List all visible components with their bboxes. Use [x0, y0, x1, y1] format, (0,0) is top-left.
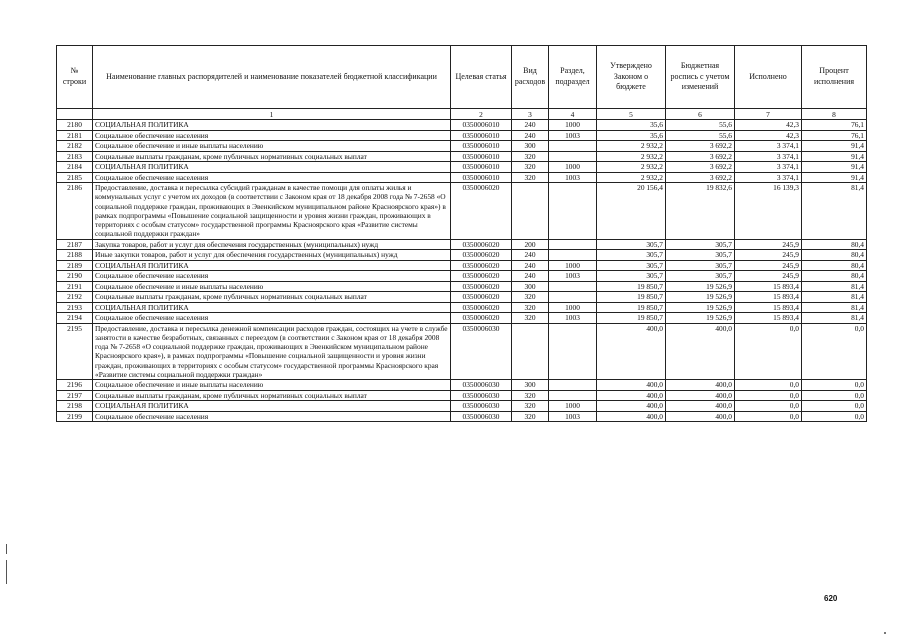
cell-section: [549, 183, 597, 240]
cell-budget-schedule: 55,6: [666, 120, 735, 131]
cell-executed: 0,0: [735, 401, 802, 412]
cell-budget-schedule: 3 692,2: [666, 162, 735, 173]
cell-row-number: 2198: [57, 401, 93, 412]
cell-expense-type: 300: [512, 281, 549, 292]
cell-percent: 81,4: [802, 313, 867, 324]
header-target-article: Целевая статья: [451, 46, 512, 109]
table-row: [57, 281, 867, 292]
cell-row-number: 2183: [57, 151, 93, 162]
cell-section: [549, 390, 597, 401]
cell-expense-type: 320: [512, 390, 549, 401]
cell-executed: 15 893,4: [735, 292, 802, 303]
cell-expense-type: 320: [512, 172, 549, 183]
budget-table-wrapper: [56, 45, 866, 422]
table-row: [57, 120, 867, 131]
cell-executed: 245,9: [735, 250, 802, 261]
cell-budget-schedule: 19 526,9: [666, 281, 735, 292]
page-number: 620: [824, 594, 838, 603]
cell-row-number: 2184: [57, 162, 93, 173]
cell-percent: 80,4: [802, 250, 867, 261]
cell-executed: 15 893,4: [735, 313, 802, 324]
cell-name: Социальные выплаты гражданам, кроме публичных нормативных социальных выплат: [93, 151, 451, 162]
cell-section: [549, 250, 597, 261]
cell-budget-schedule: 3 692,2: [666, 151, 735, 162]
cell-row-number: 2186: [57, 183, 93, 240]
cell-target-article: 0350006020: [451, 313, 512, 324]
header-budget-schedule: Бюджетная роспись с учетом изменений: [666, 46, 735, 109]
cell-budget-schedule: 400,0: [666, 380, 735, 391]
cell-executed: 3 374,1: [735, 172, 802, 183]
cell-expense-type: 240: [512, 130, 549, 141]
cell-executed: 0,0: [735, 323, 802, 380]
table-row: [57, 130, 867, 141]
cell-budget-schedule: 400,0: [666, 411, 735, 422]
cell-target-article: 0350006010: [451, 162, 512, 173]
cell-section: 1000: [549, 162, 597, 173]
table-row: [57, 313, 867, 324]
header-approved: Утверждено Законом о бюджете: [597, 46, 666, 109]
cell-name: Закупка товаров, работ и услуг для обеспечения государственных (муниципальных) нужд: [93, 239, 451, 250]
cell-budget-schedule: 400,0: [666, 390, 735, 401]
cell-row-number: 2181: [57, 130, 93, 141]
cell-name: Социальные выплаты гражданам, кроме публичных нормативных социальных выплат: [93, 390, 451, 401]
cell-name: СОЦИАЛЬНАЯ ПОЛИТИКА: [93, 260, 451, 271]
cell-section: 1000: [549, 260, 597, 271]
cell-expense-type: 320: [512, 313, 549, 324]
column-number-blank: [57, 109, 93, 120]
cell-expense-type: 240: [512, 120, 549, 131]
cell-expense-type: 320: [512, 411, 549, 422]
column-number: 5: [597, 109, 666, 120]
cell-section: [549, 141, 597, 152]
cell-approved: 19 850,7: [597, 292, 666, 303]
cell-target-article: 0350006030: [451, 390, 512, 401]
cell-approved: 400,0: [597, 390, 666, 401]
cell-section: 1003: [549, 411, 597, 422]
cell-name: Социальное обеспечение и иные выплаты населению: [93, 141, 451, 152]
cell-executed: 42,3: [735, 130, 802, 141]
cell-target-article: 0350006030: [451, 401, 512, 412]
cell-percent: 91,4: [802, 151, 867, 162]
cell-name: Социальное обеспечение и иные выплаты населению: [93, 281, 451, 292]
cell-row-number: 2199: [57, 411, 93, 422]
column-number: 6: [666, 109, 735, 120]
cell-percent: 0,0: [802, 380, 867, 391]
cell-expense-type: 320: [512, 292, 549, 303]
scan-edge-mark: [6, 560, 7, 584]
header-expense-type: Вид расходов: [512, 46, 549, 109]
cell-name: СОЦИАЛЬНАЯ ПОЛИТИКА: [93, 302, 451, 313]
table-row: [57, 250, 867, 261]
table-row: [57, 323, 867, 380]
cell-target-article: 0350006020: [451, 260, 512, 271]
cell-name: Социальное обеспечение и иные выплаты населению: [93, 380, 451, 391]
cell-section: [549, 239, 597, 250]
cell-approved: 400,0: [597, 411, 666, 422]
cell-percent: 0,0: [802, 323, 867, 380]
cell-percent: 91,4: [802, 162, 867, 173]
cell-section: 1003: [549, 313, 597, 324]
cell-budget-schedule: 400,0: [666, 323, 735, 380]
cell-percent: 80,4: [802, 271, 867, 282]
cell-row-number: 2188: [57, 250, 93, 261]
cell-section: [549, 292, 597, 303]
cell-target-article: 0350006020: [451, 239, 512, 250]
cell-approved: 35,6: [597, 120, 666, 131]
cell-approved: 2 932,2: [597, 172, 666, 183]
cell-target-article: 0350006020: [451, 183, 512, 240]
cell-target-article: 0350006010: [451, 130, 512, 141]
cell-name: Социальное обеспечение населения: [93, 130, 451, 141]
cell-percent: 76,1: [802, 130, 867, 141]
cell-executed: 0,0: [735, 380, 802, 391]
cell-row-number: 2195: [57, 323, 93, 380]
cell-row-number: 2191: [57, 281, 93, 292]
cell-budget-schedule: 3 692,2: [666, 141, 735, 152]
cell-name: Социальное обеспечение населения: [93, 411, 451, 422]
cell-target-article: 0350006020: [451, 281, 512, 292]
cell-expense-type: 240: [512, 250, 549, 261]
header-row: [57, 46, 867, 109]
header-percent: Процент исполнения: [802, 46, 867, 109]
cell-approved: 400,0: [597, 401, 666, 412]
cell-name: Предоставление, доставка и пересылка денежной компенсации расходов граждан, состоящих на учете в службе занятости в качестве безработных, связанных с переездом (в соответствии с Законом края от 18 декабря 2008 года № 7-2658 «О социальной поддержке граждан, проживающих в Эвенкийском муниципальном районе Красноярского края»), в рамках подпрограммы «Повышение социальной защищенности и уровня жизни граждан, проживающих в территориях с особым статусом» государственной программы Красноярского края «Развитие системы социальной поддержки граждан»: [93, 323, 451, 380]
cell-executed: 3 374,1: [735, 151, 802, 162]
cell-budget-schedule: 3 692,2: [666, 172, 735, 183]
cell-row-number: 2182: [57, 141, 93, 152]
cell-percent: 76,1: [802, 120, 867, 131]
cell-row-number: 2185: [57, 172, 93, 183]
column-number-row: [57, 109, 867, 120]
column-number: 3: [512, 109, 549, 120]
header-executed: Исполнено: [735, 46, 802, 109]
cell-expense-type: 320: [512, 151, 549, 162]
cell-target-article: 0350006020: [451, 250, 512, 261]
cell-row-number: 2190: [57, 271, 93, 282]
cell-budget-schedule: 19 526,9: [666, 313, 735, 324]
budget-execution-table: [56, 45, 867, 422]
cell-approved: 400,0: [597, 380, 666, 391]
scan-speck: [884, 632, 886, 634]
cell-target-article: 0350006010: [451, 172, 512, 183]
cell-section: [549, 323, 597, 380]
cell-approved: 305,7: [597, 250, 666, 261]
table-row: [57, 271, 867, 282]
table-row: [57, 141, 867, 152]
cell-percent: 91,4: [802, 141, 867, 152]
cell-budget-schedule: 305,7: [666, 271, 735, 282]
cell-row-number: 2196: [57, 380, 93, 391]
cell-section: [549, 281, 597, 292]
column-number: 4: [549, 109, 597, 120]
cell-expense-type: 300: [512, 380, 549, 391]
header-row-number: № строки: [57, 46, 93, 109]
cell-approved: 305,7: [597, 239, 666, 250]
cell-row-number: 2197: [57, 390, 93, 401]
cell-expense-type: [512, 323, 549, 380]
cell-name: Социальное обеспечение населения: [93, 271, 451, 282]
cell-executed: 0,0: [735, 411, 802, 422]
cell-name: Социальное обеспечение населения: [93, 313, 451, 324]
cell-expense-type: [512, 183, 549, 240]
cell-name: Социальное обеспечение населения: [93, 172, 451, 183]
cell-budget-schedule: 55,6: [666, 130, 735, 141]
cell-approved: 35,6: [597, 130, 666, 141]
column-number: 8: [802, 109, 867, 120]
cell-expense-type: 320: [512, 401, 549, 412]
cell-approved: 2 932,2: [597, 141, 666, 152]
cell-section: [549, 151, 597, 162]
cell-expense-type: 320: [512, 162, 549, 173]
cell-target-article: 0350006030: [451, 411, 512, 422]
cell-row-number: 2189: [57, 260, 93, 271]
cell-name: СОЦИАЛЬНАЯ ПОЛИТИКА: [93, 120, 451, 131]
cell-percent: 91,4: [802, 172, 867, 183]
cell-section: 1003: [549, 130, 597, 141]
cell-executed: 15 893,4: [735, 302, 802, 313]
cell-row-number: 2192: [57, 292, 93, 303]
cell-section: 1000: [549, 302, 597, 313]
cell-target-article: 0350006020: [451, 271, 512, 282]
cell-percent: 0,0: [802, 390, 867, 401]
cell-expense-type: 240: [512, 260, 549, 271]
cell-name: СОЦИАЛЬНАЯ ПОЛИТИКА: [93, 162, 451, 173]
cell-expense-type: 320: [512, 302, 549, 313]
cell-budget-schedule: 19 526,9: [666, 292, 735, 303]
table-row: [57, 411, 867, 422]
cell-executed: 3 374,1: [735, 141, 802, 152]
cell-row-number: 2180: [57, 120, 93, 131]
cell-name: Предоставление, доставка и пересылка субсидий гражданам в качестве помощи для оплаты жилья и коммунальных услуг с учетом их доходов (в соответствии с Законом края от 18 декабря 2008 года № 7-2658 «О социальной поддержке граждан, проживающих в Эвенкийском муниципальном районе Красноярского края») в рамках подпрограммы «Повышение социальной защищенности и уровня жизни граждан, проживающих в территориях с особым статусом» государственной программы Красноярского края «Развитие системы социальной поддержки граждан»: [93, 183, 451, 240]
cell-executed: 245,9: [735, 260, 802, 271]
cell-percent: 81,4: [802, 302, 867, 313]
cell-section: 1000: [549, 401, 597, 412]
cell-budget-schedule: 19 832,6: [666, 183, 735, 240]
table-row: [57, 183, 867, 240]
cell-approved: 20 156,4: [597, 183, 666, 240]
cell-section: 1003: [549, 271, 597, 282]
cell-approved: 305,7: [597, 271, 666, 282]
cell-expense-type: 300: [512, 141, 549, 152]
cell-executed: 3 374,1: [735, 162, 802, 173]
cell-approved: 305,7: [597, 260, 666, 271]
cell-target-article: 0350006030: [451, 380, 512, 391]
cell-budget-schedule: 19 526,9: [666, 302, 735, 313]
cell-percent: 80,4: [802, 239, 867, 250]
cell-approved: 2 932,2: [597, 151, 666, 162]
cell-section: [549, 380, 597, 391]
cell-percent: 81,4: [802, 292, 867, 303]
cell-section: 1003: [549, 172, 597, 183]
column-number: 7: [735, 109, 802, 120]
table-row: [57, 151, 867, 162]
column-number: 2: [451, 109, 512, 120]
cell-percent: 0,0: [802, 411, 867, 422]
cell-percent: 81,4: [802, 183, 867, 240]
cell-executed: 42,3: [735, 120, 802, 131]
cell-percent: 81,4: [802, 281, 867, 292]
column-number: 1: [93, 109, 451, 120]
cell-expense-type: 200: [512, 239, 549, 250]
cell-executed: 245,9: [735, 271, 802, 282]
cell-target-article: 0350006020: [451, 292, 512, 303]
cell-executed: 0,0: [735, 390, 802, 401]
cell-target-article: 0350006010: [451, 151, 512, 162]
cell-target-article: 0350006010: [451, 141, 512, 152]
cell-expense-type: 240: [512, 271, 549, 282]
cell-executed: 15 893,4: [735, 281, 802, 292]
header-section: Раздел, подраздел: [549, 46, 597, 109]
cell-percent: 0,0: [802, 401, 867, 412]
scan-edge-mark: [6, 544, 7, 554]
cell-target-article: 0350006020: [451, 302, 512, 313]
table-row: [57, 401, 867, 412]
cell-name: Иные закупки товаров, работ и услуг для обеспечения государственных (муниципальных) нужд: [93, 250, 451, 261]
cell-percent: 80,4: [802, 260, 867, 271]
table-row: [57, 172, 867, 183]
header-name: Наименование главных распорядителей и наименование показателей бюджетной классификации: [93, 46, 451, 109]
cell-approved: 2 932,2: [597, 162, 666, 173]
cell-executed: 16 139,3: [735, 183, 802, 240]
cell-budget-schedule: 305,7: [666, 250, 735, 261]
cell-budget-schedule: 400,0: [666, 401, 735, 412]
cell-approved: 400,0: [597, 323, 666, 380]
cell-budget-schedule: 305,7: [666, 239, 735, 250]
cell-row-number: 2187: [57, 239, 93, 250]
cell-row-number: 2194: [57, 313, 93, 324]
table-row: [57, 302, 867, 313]
cell-target-article: 0350006010: [451, 120, 512, 131]
table-row: [57, 162, 867, 173]
cell-row-number: 2193: [57, 302, 93, 313]
table-body: [57, 120, 867, 422]
cell-budget-schedule: 305,7: [666, 260, 735, 271]
table-row: [57, 292, 867, 303]
cell-target-article: 0350006030: [451, 323, 512, 380]
cell-name: Социальные выплаты гражданам, кроме публичных нормативных социальных выплат: [93, 292, 451, 303]
cell-approved: 19 850,7: [597, 302, 666, 313]
table-row: [57, 380, 867, 391]
cell-executed: 245,9: [735, 239, 802, 250]
table-row: [57, 390, 867, 401]
cell-name: СОЦИАЛЬНАЯ ПОЛИТИКА: [93, 401, 451, 412]
cell-approved: 19 850,7: [597, 281, 666, 292]
cell-section: 1000: [549, 120, 597, 131]
cell-approved: 19 850,7: [597, 313, 666, 324]
table-row: [57, 260, 867, 271]
table-row: [57, 239, 867, 250]
